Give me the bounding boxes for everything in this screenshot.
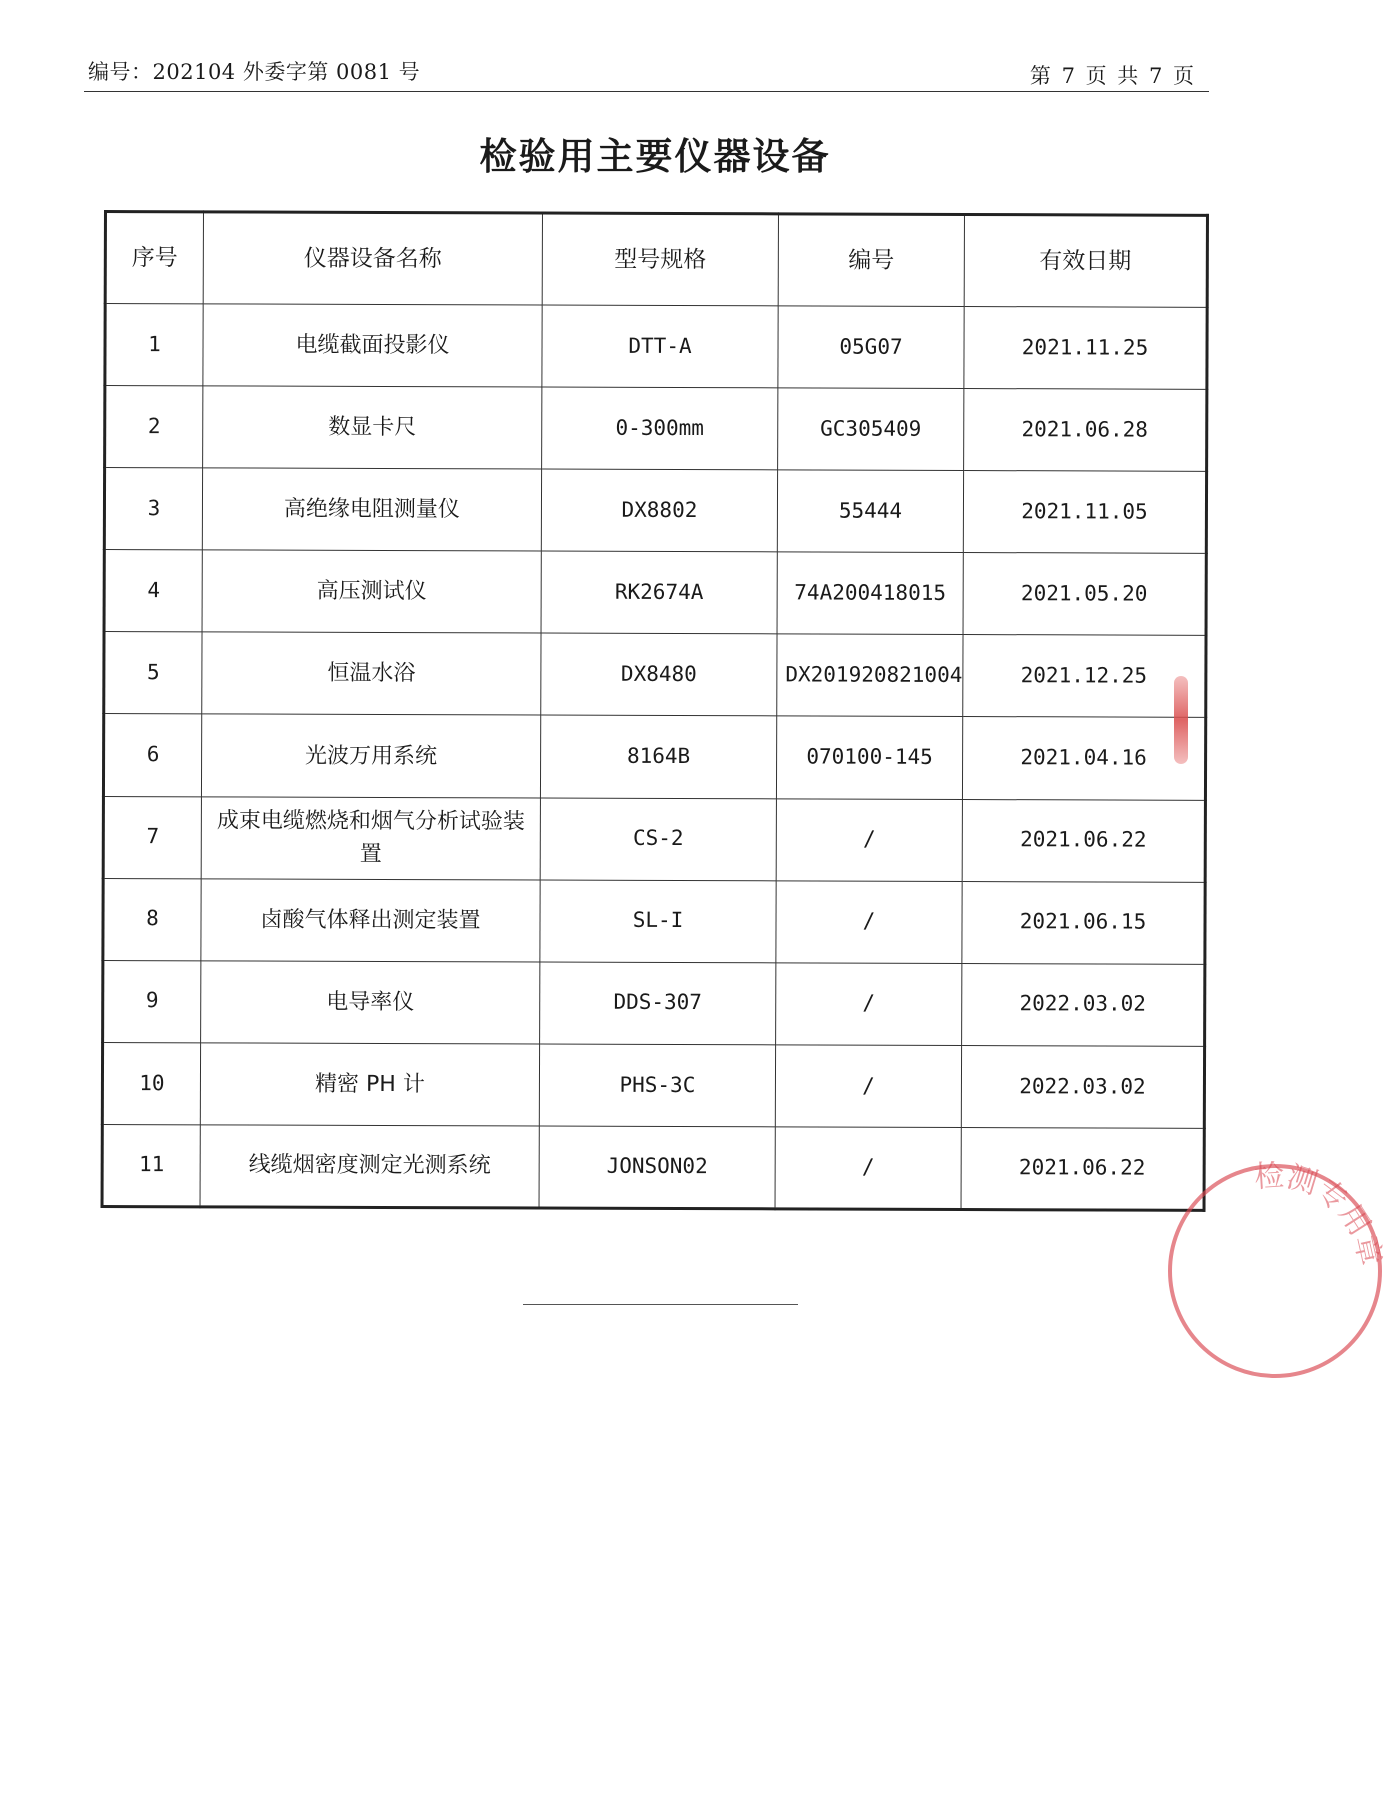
col-header-no: 序号: [105, 212, 203, 304]
cell-name: 恒温水浴: [202, 632, 541, 715]
cell-code: /: [776, 880, 962, 963]
cell-date: 2021.06.22: [962, 799, 1205, 882]
table-row: [102, 1042, 1204, 1128]
cell-no: 9: [103, 960, 201, 1042]
cell-code: /: [776, 798, 962, 881]
table-row: [105, 304, 1207, 390]
cell-model: JONSON02: [539, 1126, 775, 1209]
table-row: [103, 960, 1205, 1046]
cell-name: 线缆烟密度测定光测系统: [200, 1125, 539, 1208]
cell-name: 精密 PH 计: [200, 1043, 539, 1126]
cell-model: DX8802: [541, 469, 777, 552]
page-info: 第 7 页 共 7 页: [1029, 64, 1196, 88]
end-divider: [523, 1304, 798, 1305]
col-header-name: 仪器设备名称: [203, 212, 542, 305]
cell-code: 55444: [777, 470, 963, 553]
cell-date: 2021.11.25: [964, 307, 1207, 390]
cell-name: 数显卡尺: [203, 386, 542, 469]
cell-model: CS-2: [540, 798, 776, 881]
cell-model: DX8480: [541, 633, 777, 716]
cell-no: 7: [103, 796, 201, 878]
cell-code: 070100-145: [776, 716, 962, 799]
table-row: [103, 714, 1205, 800]
cell-name: 高绝缘电阻测量仪: [202, 468, 541, 551]
cell-date: 2021.06.22: [961, 1127, 1204, 1210]
cell-date: 2021.12.25: [963, 635, 1206, 718]
cell-date: 2021.06.28: [964, 389, 1207, 472]
cell-no: 3: [104, 468, 202, 550]
cell-no: 10: [102, 1042, 200, 1124]
col-header-code: 编号: [778, 214, 964, 307]
cell-date: 2022.03.02: [961, 1045, 1204, 1128]
cell-model: SL-I: [540, 880, 776, 963]
cell-name: 卤酸气体释出测定装置: [201, 878, 540, 961]
cell-no: 2: [105, 386, 203, 468]
cell-date: 2021.05.20: [963, 553, 1206, 636]
cell-no: 4: [104, 550, 202, 632]
cell-no: 8: [103, 878, 201, 960]
cell-code: /: [776, 963, 962, 1046]
cell-no: 5: [104, 632, 202, 714]
cell-model: 0-300mm: [542, 387, 778, 470]
cell-model: RK2674A: [541, 551, 777, 634]
cell-no: 11: [102, 1124, 200, 1206]
table-row: [105, 386, 1207, 472]
cell-name: 光波万用系统: [201, 714, 540, 797]
equipment-table: [101, 210, 1209, 1212]
cell-date: 2022.03.02: [962, 963, 1205, 1046]
cell-model: PHS-3C: [539, 1044, 775, 1127]
seal-edge-mark: [1174, 676, 1188, 764]
table-row: [104, 632, 1206, 718]
cell-name: 成束电缆燃烧和烟气分析试验装置: [201, 796, 540, 879]
cell-no: 1: [105, 304, 203, 386]
cell-model: DTT-A: [542, 305, 778, 388]
col-header-model: 型号规格: [542, 213, 778, 306]
seal-text: 检测专用章: [1253, 1158, 1388, 1269]
cell-name: 电导率仪: [201, 961, 540, 1044]
col-header-date: 有效日期: [964, 215, 1207, 308]
table-row: [104, 550, 1206, 636]
cell-date: 2021.11.05: [963, 471, 1206, 554]
table-row: [103, 796, 1205, 882]
cell-name: 电缆截面投影仪: [203, 304, 542, 387]
cell-code: 74A200418015: [777, 552, 963, 635]
cell-code: 05G07: [778, 306, 964, 389]
page-title: 检验用主要仪器设备: [479, 135, 831, 178]
table-row: [104, 468, 1206, 554]
cell-code: /: [775, 1045, 961, 1128]
cell-code: /: [775, 1127, 961, 1210]
official-seal: [1150, 1146, 1400, 1396]
table-header-row: [105, 212, 1207, 308]
table-body: [102, 304, 1207, 1211]
cell-date: 2021.06.15: [962, 881, 1205, 964]
table-row: [102, 1124, 1204, 1210]
cell-code: DX201920821004: [777, 634, 963, 717]
cell-code: GC305409: [778, 388, 964, 471]
cell-name: 高压测试仪: [202, 550, 541, 633]
cell-no: 6: [103, 714, 201, 796]
report-number: 编号：202104 外委字第 0081 号: [88, 60, 421, 84]
cell-model: 8164B: [540, 715, 776, 798]
header-divider: [84, 91, 1209, 92]
cell-model: DDS-307: [540, 962, 776, 1045]
cell-date: 2021.04.16: [962, 717, 1205, 800]
table-row: [103, 878, 1205, 964]
